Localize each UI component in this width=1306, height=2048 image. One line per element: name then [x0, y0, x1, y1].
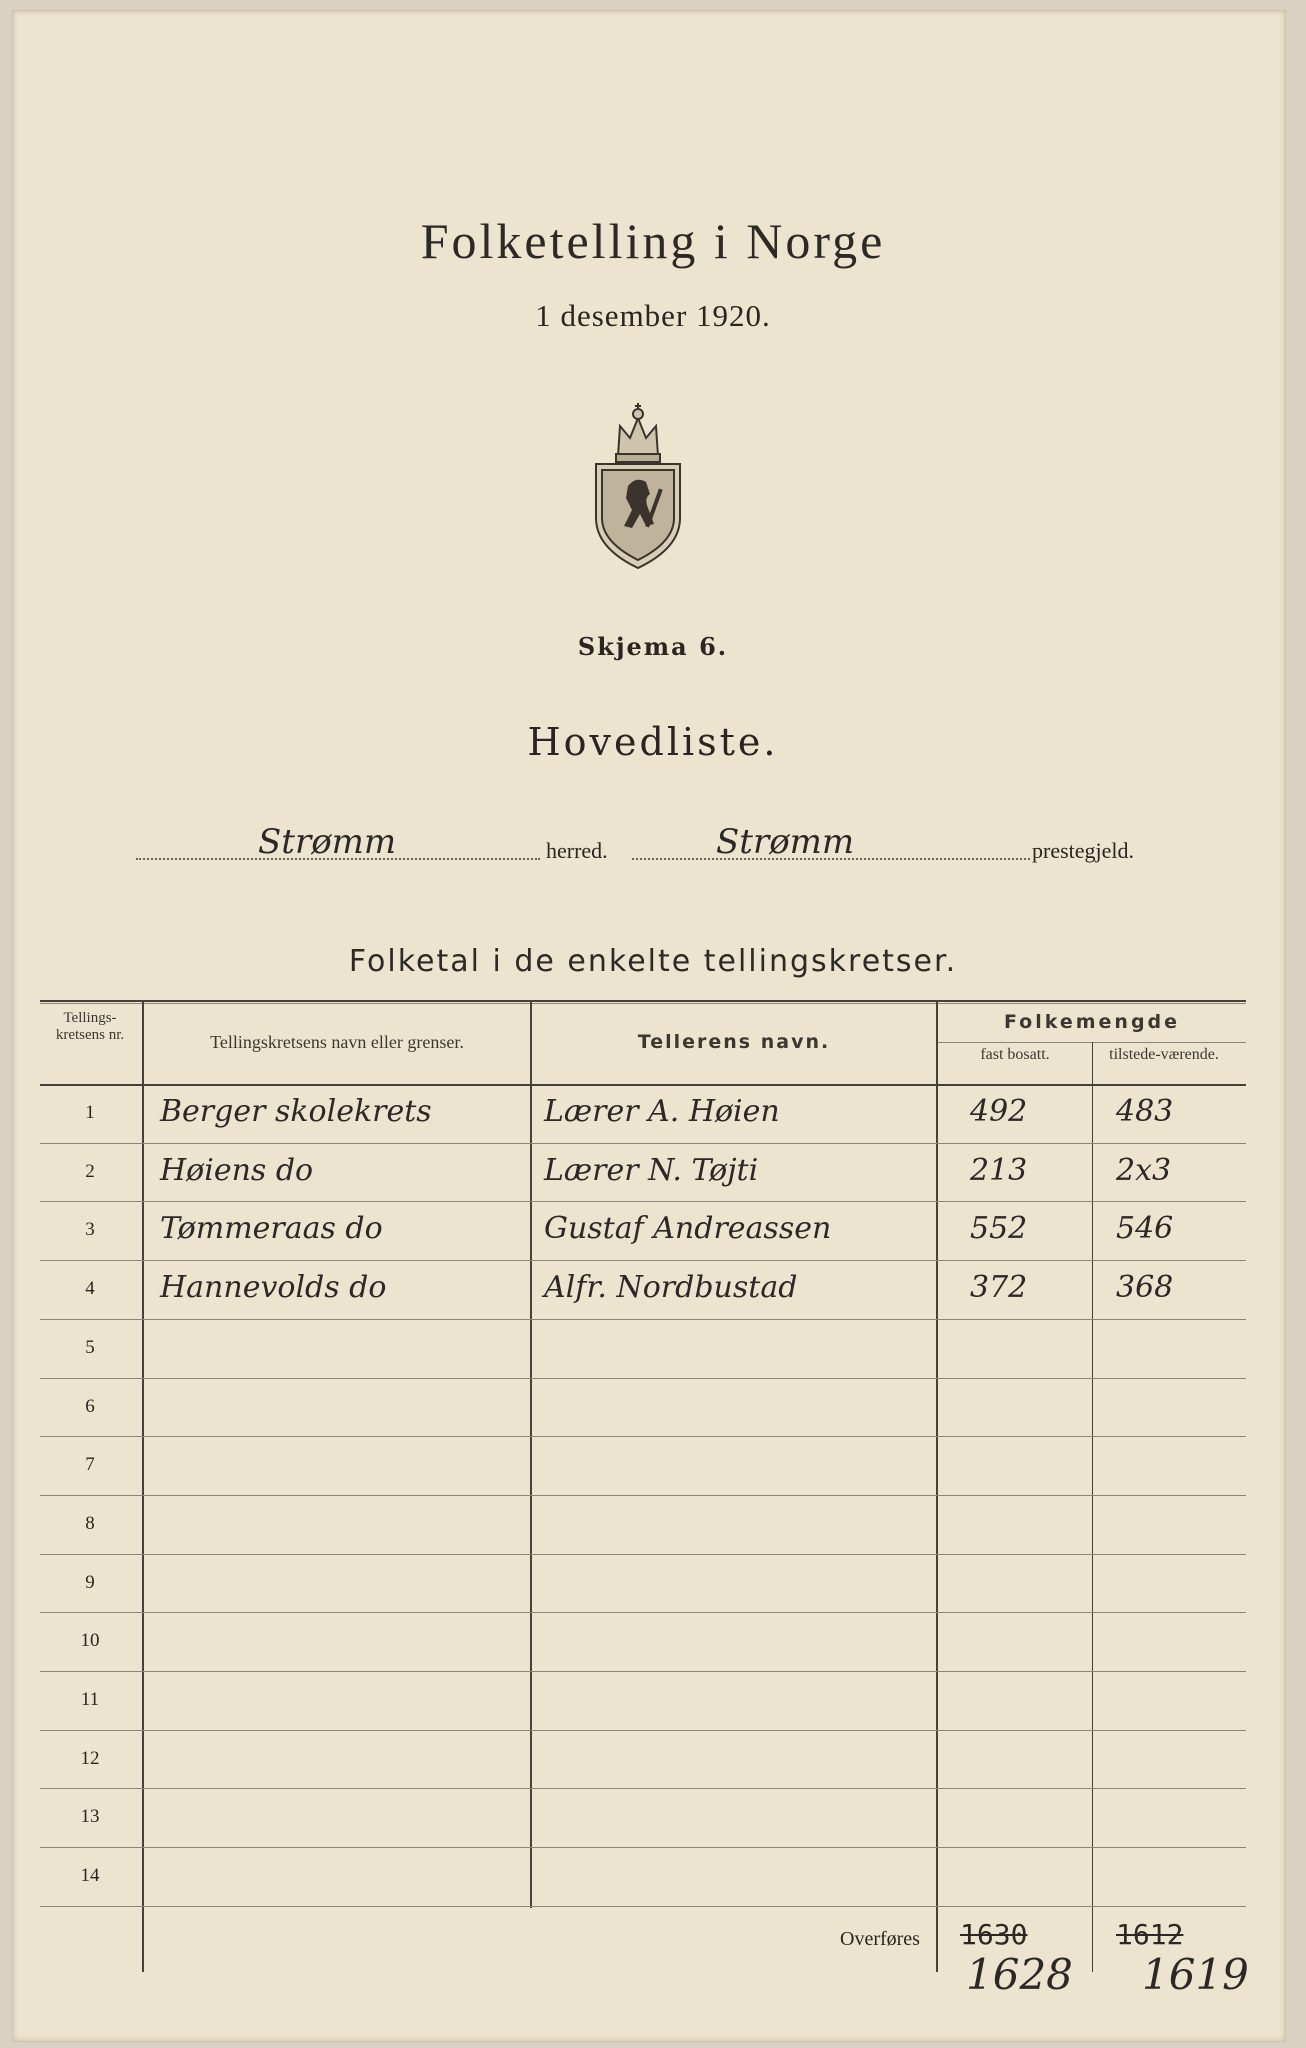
- col-header-folkemengde: Folkemengde: [1003, 1011, 1181, 1033]
- row-divider: [40, 1612, 1246, 1613]
- col-header-fast: fast bosatt.: [980, 1046, 1050, 1063]
- row-divider: [40, 1260, 1246, 1261]
- row-number: 2: [85, 1160, 95, 1182]
- circuit-name: Høiens do: [160, 1152, 314, 1188]
- row-divider: [40, 1319, 1246, 1320]
- row-number: 1: [85, 1102, 95, 1123]
- fast-bosatt-value: 492: [970, 1094, 1028, 1129]
- circuit-name: Hannevolds do: [160, 1270, 387, 1306]
- row-divider: [40, 1378, 1246, 1379]
- total-tilstede: 1619: [1142, 1950, 1249, 1999]
- norwegian-coat-of-arms-icon: [590, 398, 686, 575]
- row-number: 4: [85, 1278, 95, 1300]
- row-number: 3: [85, 1219, 95, 1241]
- row-number: 12: [80, 1747, 100, 1769]
- circuit-name: Tømmeraas do: [160, 1211, 383, 1247]
- total-fast: 1628: [966, 1950, 1073, 1999]
- tilstedevaerende-value: 368: [1116, 1270, 1174, 1306]
- row-divider: [40, 1788, 1246, 1789]
- row-divider: [40, 1495, 1246, 1496]
- row-divider: [40, 1671, 1246, 1672]
- col-header-nr: Tellings-kretsens nr.: [55, 1010, 125, 1044]
- tilstedevaerende-value: 483: [1116, 1094, 1174, 1129]
- row-number: 10: [80, 1630, 100, 1652]
- row-number: 9: [85, 1571, 95, 1593]
- fast-bosatt-value: 552: [970, 1211, 1028, 1247]
- row-number: 6: [85, 1395, 95, 1417]
- row-divider: [40, 1847, 1246, 1848]
- row-number: 7: [85, 1454, 95, 1476]
- row-number: 13: [80, 1806, 100, 1828]
- page-title: Folketelling i Norge: [420, 213, 886, 269]
- row-divider: [40, 1201, 1246, 1202]
- list-title: Hovedliste.: [527, 720, 779, 764]
- col-header-name: Tellingskretsens navn eller grenser.: [210, 1032, 464, 1052]
- census-date: 1 desember 1920.: [535, 298, 771, 333]
- row-divider: [40, 1436, 1246, 1437]
- row-divider: [40, 1143, 1246, 1144]
- row-divider: [40, 1730, 1246, 1731]
- herred-label: herred.: [546, 838, 608, 863]
- schema-label: Skjema 6.: [577, 632, 729, 661]
- row-number: 5: [85, 1336, 95, 1358]
- col-header-tilstede: tilstede-værende.: [1109, 1046, 1219, 1063]
- table-subtitle: Folketal i de enkelte tellingskretser.: [348, 944, 958, 979]
- total-tilstede-struck: 1612: [1116, 1918, 1184, 1951]
- row-divider: [40, 1906, 1246, 1907]
- total-fast-struck: 1630: [960, 1918, 1028, 1951]
- teller-name: Alfr. Nordbustad: [544, 1270, 798, 1306]
- herred-value: Strømm: [258, 822, 397, 862]
- row-number: 11: [80, 1689, 100, 1710]
- teller-name: Gustaf Andreassen: [544, 1211, 832, 1247]
- total-label: Overføres: [840, 1928, 920, 1950]
- census-table: [40, 1000, 1249, 1999]
- tilstedevaerende-value: 546: [1116, 1211, 1174, 1247]
- circuit-name: Berger skolekrets: [160, 1094, 432, 1129]
- tilstedevaerende-value: 2x3: [1116, 1152, 1172, 1188]
- prestegjeld-value: Strømm: [716, 822, 855, 862]
- prestegjeld-label: prestegjeld.: [1032, 838, 1135, 863]
- row-divider: [40, 1554, 1246, 1555]
- row-number: 14: [80, 1865, 100, 1887]
- row-number: 8: [85, 1512, 95, 1534]
- fast-bosatt-value: 213: [970, 1152, 1028, 1188]
- fast-bosatt-value: 372: [970, 1270, 1028, 1306]
- teller-name: Lærer A. Høien: [544, 1094, 780, 1129]
- teller-name: Lærer N. Tøjti: [544, 1152, 759, 1188]
- col-header-teller: Tellerens navn.: [637, 1031, 831, 1053]
